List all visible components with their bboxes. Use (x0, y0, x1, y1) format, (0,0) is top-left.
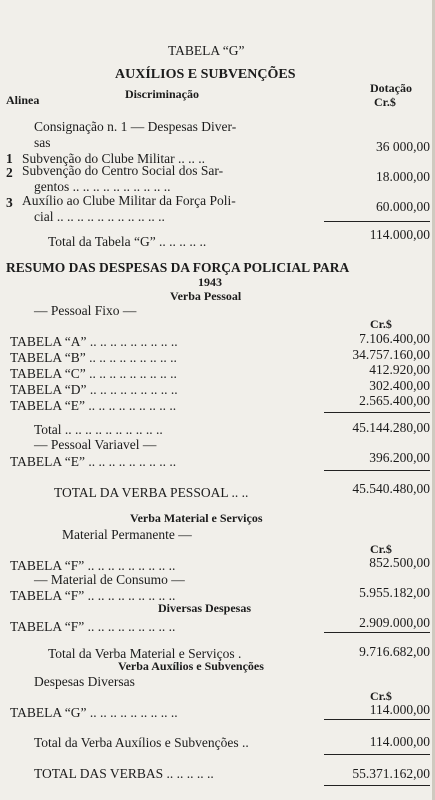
tabela-b-label: TABELA “B” .. .. .. .. .. .. .. .. .. (10, 350, 177, 365)
item-2-number: 2 (6, 165, 13, 180)
discriminacao-header: Discriminação (125, 87, 199, 101)
item-2-text-2: gentos .. .. .. .. .. .. .. .. .. .. (34, 179, 171, 194)
total-verba-material-value: 9.716.682,00 (359, 644, 430, 659)
verba-auxilios-heading: Verba Auxílios e Subvenções (118, 659, 264, 673)
total-fixo-rule (324, 412, 430, 413)
tabela-f-diversas-label: TABELA “F” .. .. .. .. .. .. .. .. .. (10, 619, 176, 634)
item-3-number: 3 (6, 195, 13, 210)
total-auxilios-rule (324, 719, 430, 720)
tabela-f-permanente-value: 852.500,00 (369, 555, 430, 570)
tabela-f-diversas-value: 2.909.000,00 (359, 615, 430, 630)
verba-pessoal-heading: Verba Pessoal (170, 289, 242, 303)
total-verbas-underline (324, 785, 430, 786)
currency-label-2: Cr.$ (370, 542, 392, 556)
tabela-f-consumo-label: TABELA “F” .. .. .. .. .. .. .. .. .. (10, 588, 176, 603)
tabela-c-value: 412.920,00 (369, 362, 430, 377)
tabela-d-value: 302.400,00 (369, 378, 430, 393)
tabela-d-label: TABELA “D” .. .. .. .. .. .. .. .. .. (10, 382, 178, 397)
tabela-a-label: TABELA “A” .. .. .. .. .. .. .. .. .. (10, 334, 178, 349)
tabela-f-consumo-value: 5.955.182,00 (359, 585, 430, 600)
pessoal-variavel-heading: — Pessoal Variavel — (34, 437, 157, 452)
total-pessoal-rule (324, 470, 430, 471)
tabela-c-label: TABELA “C” .. .. .. .. .. .. .. .. .. (10, 366, 177, 381)
alinea-header: Alinea (6, 93, 40, 107)
total-g-rule (324, 221, 430, 222)
consignacao-line-1: Consignação n. 1 — Despesas Diver- (34, 119, 237, 134)
tabela-e-variavel-label: TABELA “E” .. .. .. .. .. .. .. .. .. (10, 454, 177, 469)
total-verbas-rule (324, 754, 430, 755)
total-verba-material-label: Total da Verba Material e Serviços . (48, 646, 242, 661)
diversas-despesas-heading: Diversas Despesas (158, 601, 251, 615)
item-2-text-1: Subvenção do Centro Social dos Sar- (22, 163, 224, 178)
item-3-text-1: Auxílio ao Clube Militar da Força Poli- (22, 193, 236, 208)
total-tabela-g-label: Total da Tabela “G” .. .. .. .. .. (48, 234, 207, 249)
total-fixo-value: 45.144.280,00 (352, 420, 430, 435)
item-1-value: 36 000,00 (376, 139, 430, 154)
material-permanente-heading: Material Permanente — (62, 527, 192, 542)
item-3-value: 60.000,00 (376, 199, 430, 214)
total-material-rule (324, 632, 430, 633)
auxilios-title: AUXÍLIOS E SUBVENÇÕES (115, 67, 296, 82)
despesas-diversas-heading: Despesas Diversas (34, 674, 135, 689)
total-das-verbas-label: TOTAL DAS VERBAS .. .. .. .. .. (34, 766, 214, 781)
item-1-number: 1 (6, 151, 13, 166)
material-consumo-heading: — Material de Consumo — (34, 572, 185, 587)
tabela-e-label: TABELA “E” .. .. .. .. .. .. .. .. .. (10, 398, 177, 413)
tabela-f-permanente-label: TABELA “F” .. .. .. .. .. .. .. .. .. (10, 558, 176, 573)
currency-label-3: Cr.$ (370, 689, 392, 703)
item-3-text-2: cial .. .. .. .. .. .. .. .. .. .. .. (34, 209, 165, 224)
item-2-value: 18.000,00 (376, 169, 430, 184)
item-1-text: Subvenção do Clube Militar .. .. .. (22, 151, 205, 166)
tabela-a-value: 7.106.400,00 (359, 331, 430, 346)
pessoal-fixo-heading: — Pessoal Fixo — (34, 303, 137, 318)
total-verba-pessoal-value: 45.540.480,00 (352, 481, 430, 496)
currency-header: Cr.$ (374, 95, 396, 109)
total-das-verbas-value: 55.371.162,00 (352, 766, 430, 781)
total-verba-auxilios-label: Total da Verba Auxílios e Subvenções .. (34, 735, 249, 750)
tabela-g-resumo-label: TABELA “G” .. .. .. .. .. .. .. .. .. (10, 705, 178, 720)
total-fixo-label: Total .. .. .. .. .. .. .. .. .. .. (34, 422, 163, 437)
tabela-b-value: 34.757.160,00 (352, 347, 430, 362)
consignacao-line-2: sas (34, 135, 51, 150)
total-verba-auxilios-value: 114.000,00 (369, 734, 430, 749)
tabela-e-value: 2.565.400,00 (359, 393, 430, 408)
verba-material-heading: Verba Material e Serviços (130, 511, 263, 525)
currency-label-1: Cr.$ (370, 317, 392, 331)
total-tabela-g-value: 114.000,00 (369, 227, 430, 242)
tabela-g-resumo-value: 114.000,00 (369, 702, 430, 717)
tabela-g-heading: TABELA “G” (168, 43, 245, 58)
resumo-title-year: 1943 (198, 275, 222, 289)
tabela-e-variavel-value: 396.200,00 (369, 450, 430, 465)
total-verba-pessoal-label: TOTAL DA VERBA PESSOAL .. .. (54, 485, 249, 500)
resumo-title-line-1: RESUMO DAS DESPESAS DA FORÇA POLICIAL PARA (6, 260, 350, 275)
dotacao-header: Dotação (370, 81, 412, 95)
